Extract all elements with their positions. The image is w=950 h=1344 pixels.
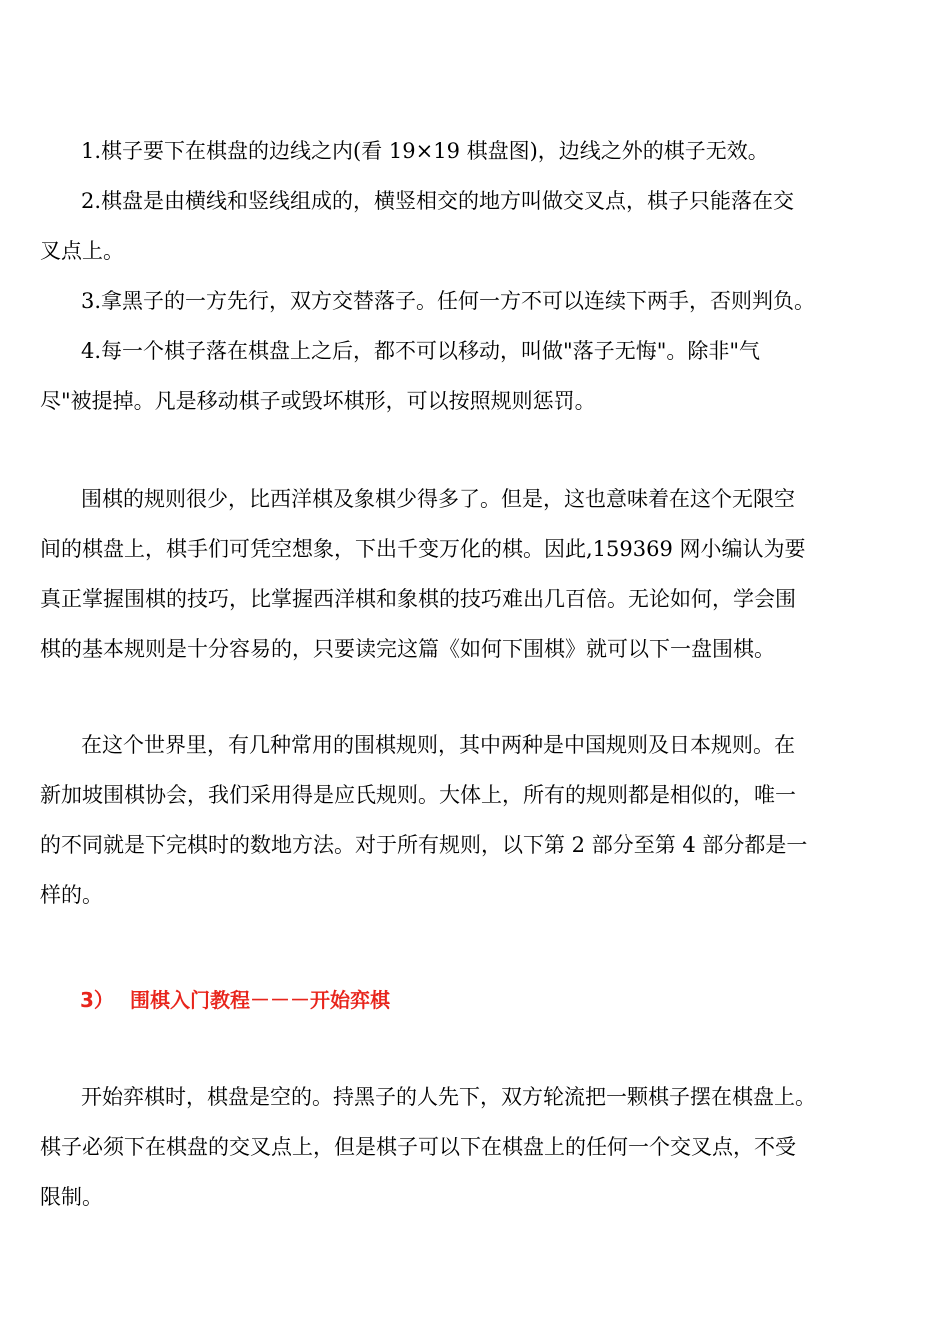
rule-4-line-1: 4.每一个棋子落在棋盘上之后，都不可以移动，叫做"落子无悔"。除非"气 [81, 339, 761, 363]
paragraph-line: 限制。 [40, 1185, 103, 1209]
section-number: 3） [80, 988, 114, 1012]
paragraph-line: 的不同就是下完棋时的数地方法。对于所有规则，以下第 2 部分至第 4 部分都是一 [40, 833, 808, 857]
paragraph-line: 棋子必须下在棋盘的交叉点上，但是棋子可以下在棋盘上的任何一个交叉点，不受 [40, 1135, 796, 1159]
paragraph-line: 样的。 [40, 883, 103, 907]
paragraph-line: 棋的基本规则是十分容易的，只要读完这篇《如何下围棋》就可以下一盘围棋。 [40, 637, 775, 661]
rule-4-line-2: 尽"被提掉。凡是移动棋子或毁坏棋形，可以按照规则惩罚。 [40, 389, 596, 413]
paragraph-start-game [40, 1072, 910, 1222]
section-heading [80, 980, 390, 1020]
section-title: 围棋入门教程－－－开始弈棋 [130, 988, 390, 1012]
paragraph-rules-overview [40, 474, 910, 674]
rule-3-line-1: 3.拿黑子的一方先行，双方交替落子。任何一方不可以连续下两手，否则判负。 [81, 289, 816, 313]
rule-4 [40, 326, 910, 426]
rule-2-line-1: 2.棋盘是由横线和竖线组成的，横竖相交的地方叫做交叉点，棋子只能落在交 [81, 189, 795, 213]
paragraph-line: 开始弈棋时，棋盘是空的。持黑子的人先下，双方轮流把一颗棋子摆在棋盘上。 [81, 1085, 816, 1109]
rule-3 [40, 276, 910, 326]
paragraph-line: 在这个世界里，有几种常用的围棋规则，其中两种是中国规则及日本规则。在 [81, 733, 795, 757]
paragraph-line: 新加坡围棋协会，我们采用得是应氏规则。大体上，所有的规则都是相似的，唯一 [40, 783, 796, 807]
rule-2 [40, 176, 910, 276]
rule-1 [40, 126, 910, 176]
paragraph-line: 真正掌握围棋的技巧，比掌握西洋棋和象棋的技巧难出几百倍。无论如何，学会围 [40, 587, 796, 611]
paragraph-line: 间的棋盘上，棋手们可凭空想象，下出千变万化的棋。因此,159369 网小编认为要 [40, 537, 806, 561]
paragraph-rule-systems [40, 720, 910, 920]
rule-2-line-2: 叉点上。 [40, 239, 124, 263]
rule-1-line-1: 1.棋子要下在棋盘的边线之内(看 19×19 棋盘图)，边线之外的棋子无效。 [81, 139, 769, 163]
paragraph-line: 围棋的规则很少，比西洋棋及象棋少得多了。但是，这也意味着在这个无限空 [81, 487, 795, 511]
